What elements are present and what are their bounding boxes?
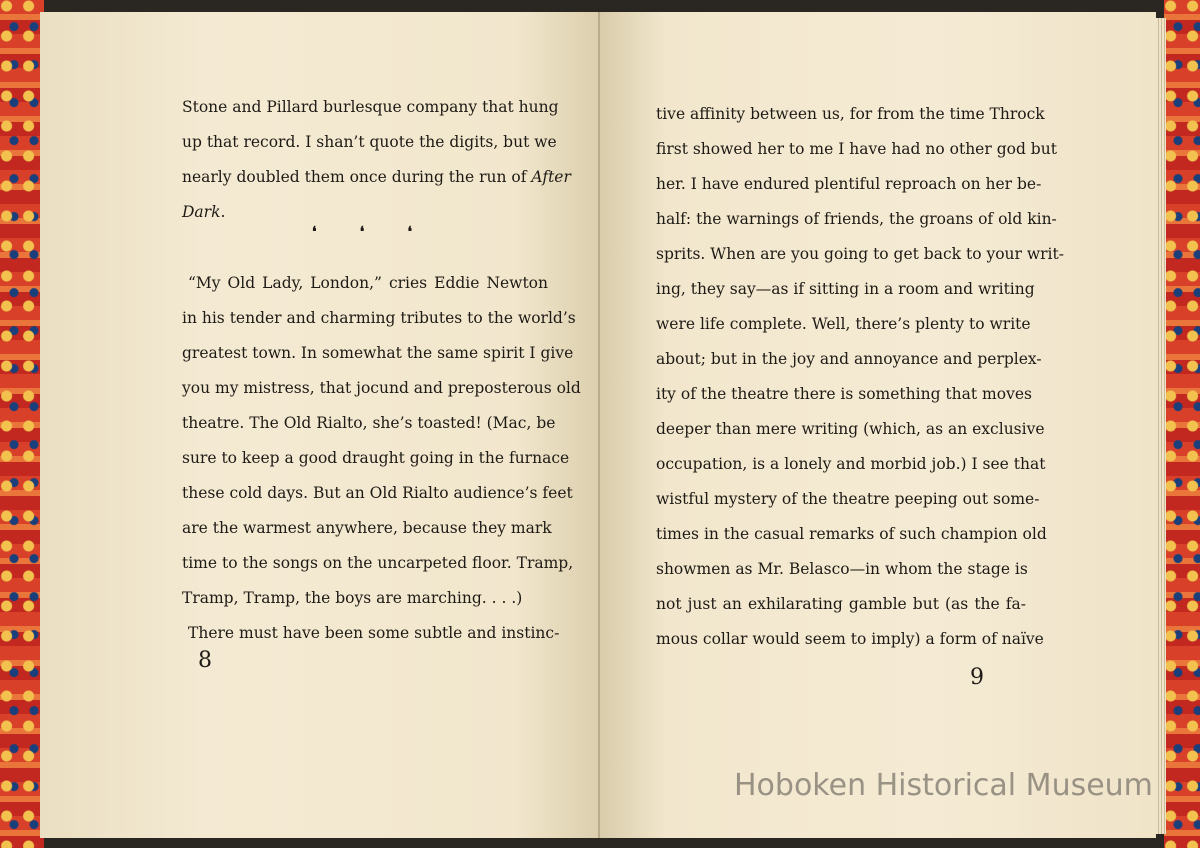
book-cover-left-edge <box>0 0 44 848</box>
section-ornament <box>312 224 412 240</box>
text-line <box>182 160 571 195</box>
text-line: up that record. I shan’t quote the digits, but we <box>182 133 557 151</box>
text-line: not just an exhilarating gamble but (as the fa- <box>656 595 1026 613</box>
italic-title: Dark <box>182 203 221 221</box>
text-line: deeper than mere writing (which, as an exclusive <box>656 420 1045 438</box>
text-line: Stone and Pillard burlesque company that hung <box>182 98 559 116</box>
ornament-mark: ❛ <box>407 224 412 240</box>
book-cover-right-edge <box>1164 0 1200 848</box>
text-line: Dark. <box>182 203 226 221</box>
text-line: these cold days. But an Old Rialto audience’s feet <box>182 484 573 502</box>
text-line: about; but in the joy and annoyance and perplex- <box>656 350 1042 368</box>
italic-title: After <box>531 168 571 186</box>
text-line: ity of the theatre there is something that moves <box>656 385 1032 403</box>
text-line: are the warmest anywhere, because they mark <box>182 519 552 537</box>
text-line: Tramp, Tramp, the boys are marching. . . .) <box>182 589 523 607</box>
text-line: occupation, is a lonely and morbid job.) I see that <box>656 455 1046 473</box>
museum-watermark: Hoboken Historical Museum <box>734 768 1153 803</box>
text-line: showmen as Mr. Belasco—in whom the stage is <box>656 560 1028 578</box>
text-line: wistful mystery of the theatre peeping out some- <box>656 490 1040 508</box>
text-line: “My Old Lady, London,” cries Eddie Newton <box>188 274 548 292</box>
right-page-text <box>656 97 1064 657</box>
text-line: in his tender and charming tributes to the world’s <box>182 309 576 327</box>
text-line: time to the songs on the uncarpeted floor. Tramp, <box>182 554 574 572</box>
text-line: times in the casual remarks of such champion old <box>656 525 1047 543</box>
text-line: sure to keep a good draught going in the furnace <box>182 449 570 467</box>
text-line: theatre. The Old Rialto, she’s toasted! (Mac, be <box>182 414 556 432</box>
text-line: sprits. When are you going to get back to your writ- <box>656 245 1064 263</box>
page-number-left: 8 <box>198 648 212 673</box>
text-line: you my mistress, that jocund and preposterous old <box>182 379 581 397</box>
text-line: half: the warnings of friends, the groans of old kin- <box>656 210 1057 228</box>
text-segment: nearly doubled them once during the run of <box>182 168 527 186</box>
text-line: There must have been some subtle and instinc- <box>188 624 560 642</box>
text-line: first showed her to me I have had no other god but <box>656 140 1057 158</box>
text-line: tive affinity between us, for from the time Throck <box>656 105 1045 123</box>
ornament-mark: ❛ <box>359 224 365 240</box>
left-page-text <box>182 90 581 651</box>
text-line: her. I have endured plentiful reproach on her be- <box>656 175 1042 193</box>
page-edges <box>1156 18 1166 834</box>
page-number-right: 9 <box>970 665 984 690</box>
text-line: mous collar would seem to imply) a form of naïve <box>656 630 1044 648</box>
ornament-mark: ❛ <box>312 224 317 240</box>
text-line: greatest town. In somewhat the same spirit I give <box>182 344 574 362</box>
text-line: were life complete. Well, there’s plenty to write <box>656 315 1031 333</box>
text-line: ing, they say—as if sitting in a room and writing <box>656 280 1035 298</box>
